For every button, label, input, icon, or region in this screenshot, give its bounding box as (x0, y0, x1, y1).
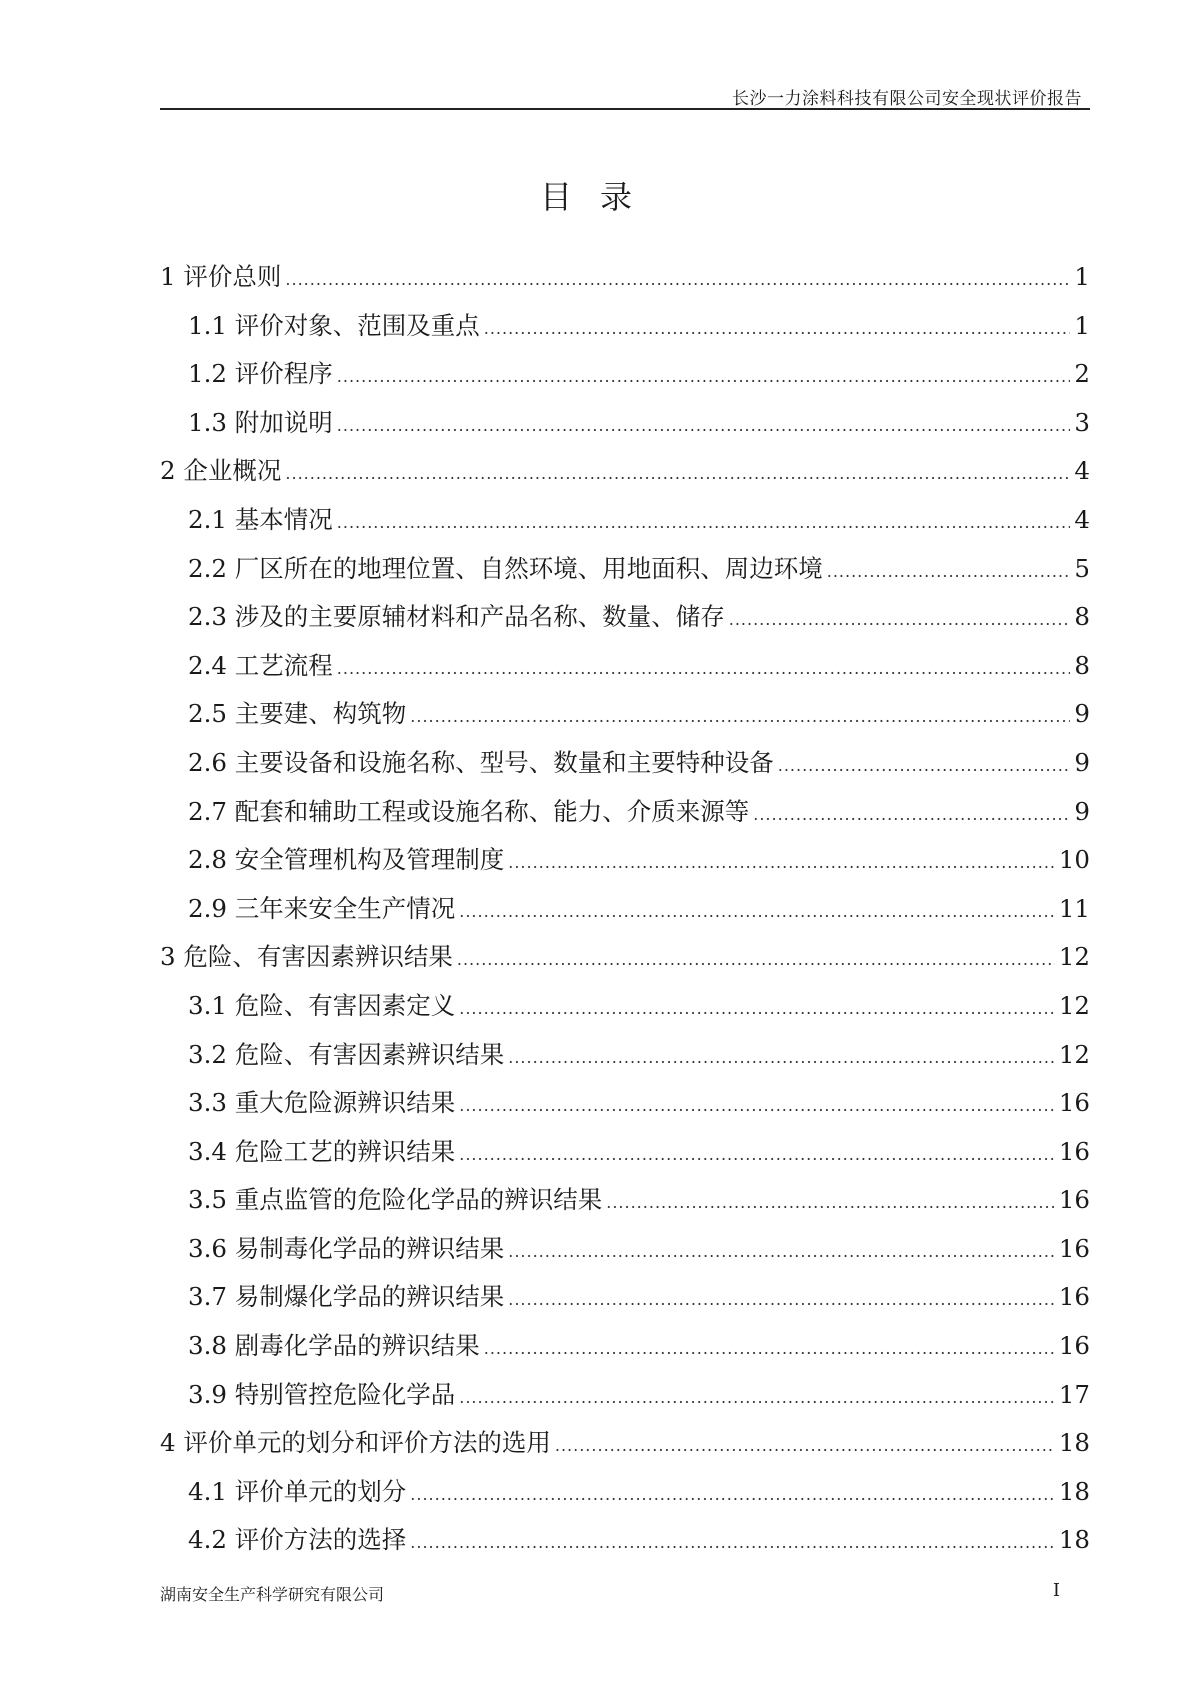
toc-entry-page: 9 (1074, 699, 1090, 729)
toc-entry-page: 12 (1058, 990, 1090, 1020)
toc-entry[interactable] (160, 690, 1090, 739)
toc-entry[interactable] (160, 1516, 1090, 1565)
toc-entry[interactable] (160, 1371, 1090, 1420)
toc-entry[interactable] (160, 788, 1090, 837)
toc-entry[interactable] (160, 1031, 1090, 1080)
toc-entry-label: 3.7 易制爆化学品的辨识结果 (188, 1282, 505, 1312)
toc-entry-page: 8 (1074, 602, 1090, 632)
toc-entry-page: 16 (1058, 1136, 1090, 1166)
toc-dot-leader (410, 1471, 1055, 1520)
toc-entry-page: 18 (1058, 1476, 1090, 1506)
toc-entry[interactable] (160, 302, 1090, 351)
table-of-contents (160, 253, 1090, 1565)
toc-dot-leader (459, 888, 1055, 937)
toc-dot-leader (337, 645, 1071, 694)
footer-organization: 湖南安全生产科学研究有限公司 (160, 1585, 385, 1604)
toc-entry-label: 3 危险、有害因素辨识结果 (160, 942, 453, 972)
toc-entry-label: 3.5 重点监管的危险化学品的辨识结果 (188, 1185, 603, 1215)
toc-entry-label: 1 评价总则 (160, 262, 282, 291)
toc-dot-leader (285, 256, 1070, 305)
toc-entry[interactable] (160, 1176, 1090, 1225)
toc-entry[interactable] (160, 642, 1090, 691)
report-title: 长沙一力涂料科技有限公司安全现状评价报告 (732, 89, 1082, 109)
toc-entry-label: 2.4 工艺流程 (188, 650, 333, 680)
toc-entry-page: 16 (1058, 1331, 1090, 1361)
toc-dot-leader (459, 1374, 1055, 1423)
toc-entry-page: 18 (1058, 1428, 1090, 1458)
toc-entry-page: 12 (1058, 942, 1090, 972)
toc-entry-label: 4.1 评价单元的划分 (188, 1476, 407, 1506)
toc-entry-label: 2.7 配套和辅助工程或设施名称、能力、介质来源等 (188, 796, 750, 826)
toc-entry-label: 3.1 危险、有害因素定义 (188, 990, 456, 1020)
toc-entry-page: 5 (1074, 553, 1090, 583)
toc-dot-leader (729, 596, 1071, 645)
toc-dot-leader (410, 693, 1070, 742)
toc-dot-leader (457, 936, 1055, 985)
toc-entry[interactable] (160, 253, 1090, 302)
toc-entry-page: 8 (1074, 650, 1090, 680)
toc-entry-page: 9 (1074, 796, 1090, 826)
toc-entry-page: 1 (1074, 310, 1090, 340)
toc-entry-page: 10 (1058, 845, 1090, 875)
toc-entry-label: 3.2 危险、有害因素辨识结果 (188, 1039, 505, 1069)
toc-entry[interactable] (160, 1468, 1090, 1517)
toc-entry-page: 4 (1074, 456, 1090, 486)
toc-entry-label: 1.3 附加说明 (188, 407, 333, 437)
toc-entry-label: 4.2 评价方法的选择 (188, 1525, 407, 1555)
toc-entry-label: 3.6 易制毒化学品的辨识结果 (188, 1233, 505, 1263)
toc-entry[interactable] (160, 350, 1090, 399)
toc-entry[interactable] (160, 933, 1090, 982)
toc-entry[interactable] (160, 1419, 1090, 1468)
toc-entry-label: 3.4 危险工艺的辨识结果 (188, 1136, 456, 1166)
toc-entry-page: 9 (1074, 747, 1090, 777)
toc-dot-leader (459, 985, 1055, 1034)
toc-entry-page: 16 (1058, 1185, 1090, 1215)
toc-entry-page: 12 (1058, 1039, 1090, 1069)
toc-entry-label: 2.6 主要设备和设施名称、型号、数量和主要特种设备 (188, 747, 774, 777)
toc-entry-page: 2 (1074, 359, 1090, 389)
toc-entry[interactable] (160, 447, 1090, 496)
toc-dot-leader (827, 548, 1071, 597)
toc-entry-page: 1 (1074, 262, 1090, 291)
toc-entry[interactable] (160, 399, 1090, 448)
toc-dot-leader (555, 1422, 1055, 1471)
toc-entry[interactable] (160, 885, 1090, 934)
toc-entry-label: 3.9 特别管控危险化学品 (188, 1379, 456, 1409)
toc-dot-leader (285, 450, 1070, 499)
toc-dot-leader (459, 1082, 1055, 1131)
toc-entry[interactable] (160, 739, 1090, 788)
toc-entry-label: 3.8 剧毒化学品的辨识结果 (188, 1331, 480, 1361)
toc-entry-label: 2.3 涉及的主要原辅材料和产品名称、数量、储存 (188, 602, 725, 632)
toc-entry-label: 2.1 基本情况 (188, 504, 333, 534)
toc-dot-leader (484, 1325, 1055, 1374)
toc-entry[interactable] (160, 593, 1090, 642)
toc-dot-leader (508, 839, 1055, 888)
toc-entry-label: 1.1 评价对象、范围及重点 (188, 310, 480, 340)
toc-entry-label: 2.5 主要建、构筑物 (188, 699, 407, 729)
toc-entry-page: 16 (1058, 1282, 1090, 1312)
toc-entry-page: 3 (1074, 407, 1090, 437)
toc-dot-leader (508, 1034, 1055, 1083)
footer-page-number: I (1052, 1580, 1060, 1601)
toc-entry-page: 11 (1058, 893, 1090, 923)
toc-dot-leader (410, 1519, 1055, 1568)
toc-entry-page: 18 (1058, 1525, 1090, 1555)
toc-dot-leader (508, 1228, 1055, 1277)
toc-entry[interactable] (160, 836, 1090, 885)
toc-entry[interactable] (160, 1225, 1090, 1274)
toc-dot-leader (484, 305, 1071, 354)
page-header (160, 78, 1090, 110)
toc-entry-label: 2.8 安全管理机构及管理制度 (188, 845, 505, 875)
toc-entry-label: 2 企业概况 (160, 456, 282, 486)
toc-entry-page: 16 (1058, 1088, 1090, 1118)
toc-entry[interactable] (160, 545, 1090, 594)
toc-entry-page: 17 (1058, 1379, 1090, 1409)
toc-dot-leader (508, 1276, 1055, 1325)
toc-entry[interactable] (160, 1128, 1090, 1177)
toc-entry[interactable] (160, 1322, 1090, 1371)
toc-entry-label: 2.2 厂区所在的地理位置、自然环境、用地面积、周边环境 (188, 553, 823, 583)
toc-entry[interactable] (160, 1273, 1090, 1322)
toc-entry-label: 3.3 重大危险源辨识结果 (188, 1088, 456, 1118)
toc-dot-leader (337, 353, 1071, 402)
toc-dot-leader (337, 402, 1071, 451)
toc-dot-leader (753, 791, 1070, 840)
toc-entry[interactable] (160, 982, 1090, 1031)
toc-entry-label: 4 评价单元的划分和评价方法的选用 (160, 1428, 551, 1458)
page-title: 目录 (539, 178, 660, 216)
toc-dot-leader (778, 742, 1071, 791)
toc-entry-label: 1.2 评价程序 (188, 359, 333, 389)
toc-dot-leader (337, 499, 1071, 548)
toc-entry[interactable] (160, 496, 1090, 545)
toc-entry-label: 2.9 三年来安全生产情况 (188, 893, 456, 923)
toc-dot-leader (459, 1131, 1055, 1180)
toc-entry-page: 16 (1058, 1233, 1090, 1263)
toc-dot-leader (606, 1179, 1055, 1228)
toc-entry[interactable] (160, 1079, 1090, 1128)
toc-entry-page: 4 (1074, 504, 1090, 534)
